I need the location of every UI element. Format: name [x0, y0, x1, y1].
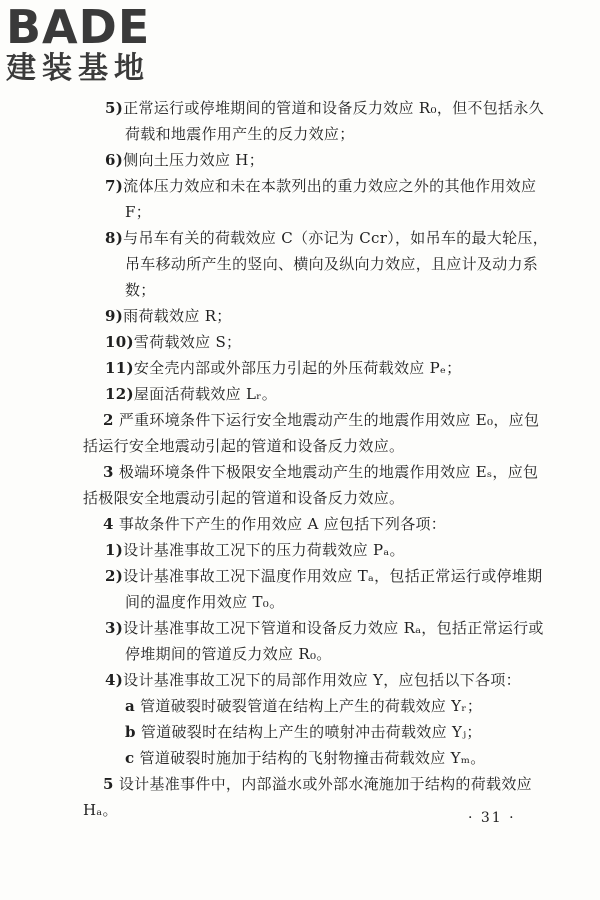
paragraph-number: 4 — [103, 515, 114, 533]
item-number: 5) — [105, 99, 124, 117]
list-item — [83, 693, 553, 719]
list-item — [83, 667, 553, 693]
list-item — [83, 147, 553, 173]
item-letter: a — [125, 697, 136, 715]
item-text: 雪荷载效应 S； — [133, 333, 242, 351]
paragraph-3 — [83, 459, 553, 511]
item-text: 管道破裂时在结构上产生的喷射冲击荷载效应 Yⱼ； — [140, 723, 482, 741]
item-text: 与吊车有关的荷载效应 C（亦记为 Ccr），如吊车的最大轮压，吊车移动所产生的竖向、横向及纵向力效应，且应计及动力系数； — [123, 229, 549, 299]
paragraph-text: 严重环境条件下运行安全地震动产生的地震作用效应 E₀，应包括运行安全地震动引起的管道和设备反力效应。 — [83, 411, 540, 455]
item-text: 管道破裂时施加于结构的飞射物撞击荷载效应 Yₘ。 — [139, 749, 486, 767]
paragraph-number: 5 — [103, 775, 114, 793]
item-text: 流体压力效应和未在本款列出的重力效应之外的其他作用效应 F； — [123, 177, 537, 221]
item-text: 雨荷载效应 R； — [123, 307, 232, 325]
logo-main-text: BADE — [6, 0, 151, 54]
item-letter: b — [125, 723, 136, 741]
item-text: 设计基准事故工况下管道和设备反力效应 Rₐ，包括正常运行或停堆期间的管道反力效应 R₀。 — [123, 619, 544, 663]
page-number: · 31 · — [468, 810, 516, 826]
list-item — [83, 745, 553, 771]
list-item — [83, 225, 553, 303]
list-item — [83, 537, 553, 563]
logo — [6, 2, 176, 86]
item-text: 设计基准事故工况下温度作用效应 Tₐ，包括正常运行或停堆期间的温度作用效应 T₀。 — [123, 567, 543, 611]
item-text: 侧向土压力效应 H； — [123, 151, 264, 169]
item-text: 设计基准事故工况下的压力荷载效应 Pₐ。 — [123, 541, 405, 559]
item-number: 7) — [105, 177, 124, 195]
list-item — [83, 615, 553, 667]
item-text: 管道破裂时破裂管道在结构上产生的荷载效应 Yᵣ； — [140, 697, 483, 715]
list-item — [83, 563, 553, 615]
paragraph-text: 极端环境条件下极限安全地震动产生的地震作用效应 Eₛ，应包括极限安全地震动引起的管道和设备反力效应。 — [83, 463, 539, 507]
item-number: 3) — [105, 619, 124, 637]
item-number: 8) — [105, 229, 124, 247]
list-items-c — [83, 693, 553, 771]
list-item — [83, 355, 553, 381]
paragraph-text: 事故条件下产生的作用效应 A 应包括下列各项： — [118, 515, 447, 533]
item-number: 6) — [105, 151, 124, 169]
item-text: 设计基准事故工况下的局部作用效应 Y，应包括以下各项： — [123, 671, 521, 689]
logo-sub-text: 建装基地 — [6, 51, 150, 86]
list-items-a — [83, 95, 553, 407]
item-number: 1) — [105, 541, 124, 559]
item-number: 10) — [105, 333, 134, 351]
item-number: 12) — [105, 385, 134, 403]
item-number: 11) — [105, 359, 134, 377]
item-text: 正常运行或停堆期间的管道和设备反力效应 R₀，但不包括永久荷载和地震作用产生的反力效应； — [123, 99, 544, 143]
paragraph-number: 2 — [103, 411, 114, 429]
paragraph-2 — [83, 407, 553, 459]
item-text: 安全壳内部或外部压力引起的外压荷载效应 Pₑ； — [133, 359, 462, 377]
list-item — [83, 381, 553, 407]
list-item — [83, 719, 553, 745]
paragraph-text: 设计基准事件中，内部溢水或外部水淹施加于结构的荷载效应 Hₐ。 — [83, 775, 532, 819]
list-items-b — [83, 537, 553, 693]
item-number: 9) — [105, 307, 124, 325]
paragraph-4 — [83, 511, 553, 537]
item-number: 4) — [105, 671, 124, 689]
list-item — [83, 329, 553, 355]
list-item — [83, 95, 553, 147]
list-item — [83, 303, 553, 329]
paragraph-number: 3 — [103, 463, 114, 481]
item-number: 2) — [105, 567, 124, 585]
list-item — [83, 173, 553, 225]
item-letter: c — [125, 749, 135, 767]
item-text: 屋面活荷载效应 Lᵣ。 — [133, 385, 278, 403]
document-body — [83, 95, 553, 823]
